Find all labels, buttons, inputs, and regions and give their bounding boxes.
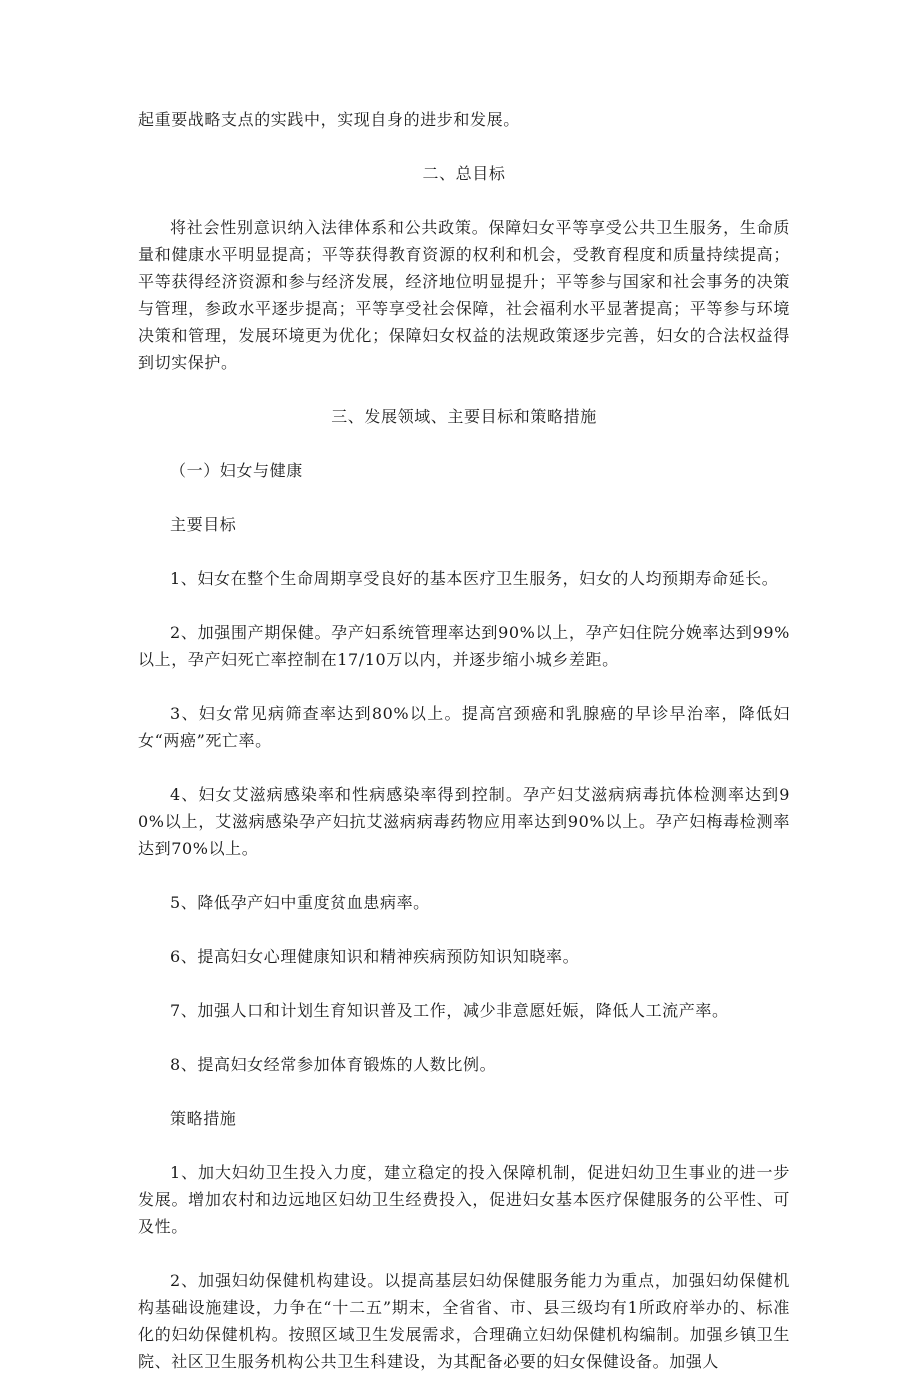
subsection-heading-women-health: （一）妇女与健康 — [170, 461, 303, 480]
overall-goal-paragraph: 将社会性别意识纳入法律体系和公共政策。保障妇女平等享受公共卫生服务，生命质量和健康水平明显提高；平等获得教育资源的权利和机会，受教育程度和质量持续提高；平等获得经济资源和参与经济发展，经济地位明显提升；平等参与国家和社会事务的决策与管理，参政水平逐步提高；平等享受社会保障，社会福利水平显著提高；平等参与环境决策和管理，发展环境更为优化；保障妇女权益的法规政策逐步完善，妇女的合法权益得到切实保护。 — [138, 218, 790, 372]
strategy-item-1: 1、加大妇幼卫生投入力度，建立稳定的投入保障机制，促进妇幼卫生事业的进一步发展。增加农村和边远地区妇幼卫生经费投入，促进妇女基本医疗保健服务的公平性、可及性。 — [138, 1163, 790, 1236]
strategy-item-2: 2、加强妇幼保健机构建设。以提高基层妇幼保健服务能力为重点，加强妇幼保健机构基础设施建设，力争在“十二五”期末，全省省、市、县三级均有1所政府举办的、标准化的妇幼保健机构。按照区域卫生发展需求，合理确立妇幼保健机构编制。加强乡镇卫生院、社区卫生服务机构公共卫生科建设，为其配备必要的妇女保健设备。加强人 — [138, 1271, 790, 1371]
goal-item-6: 6、提高妇女心理健康知识和精神疾病预防知识知晓率。 — [170, 947, 580, 966]
goal-item-4: 4、妇女艾滋病感染率和性病感染率得到控制。孕产妇艾滋病病毒抗体检测率达到90%以上，艾滋病感染孕产妇抗艾滋病病毒药物应用率达到90%以上。孕产妇梅毒检测率达到70%以上。 — [138, 785, 790, 858]
continuation-paragraph: 起重要战略支点的实践中，实现自身的进步和发展。 — [138, 110, 520, 129]
goal-item-3: 3、妇女常见病筛查率达到80%以上。提高宫颈癌和乳腺癌的早诊早治率，降低妇女“两癌”死亡率。 — [138, 704, 790, 750]
goal-item-5: 5、降低孕产妇中重度贫血患病率。 — [170, 893, 430, 912]
section-heading-development-areas: 三、发展领域、主要目标和策略措施 — [331, 407, 597, 426]
goal-item-7: 7、加强人口和计划生育知识普及工作，减少非意愿妊娠，降低人工流产率。 — [170, 1001, 729, 1020]
section-heading-overall-goal: 二、总目标 — [422, 164, 506, 183]
document-page — [138, 106, 790, 1375]
subsection-heading-strategies: 策略措施 — [170, 1109, 237, 1128]
subsection-heading-main-goals: 主要目标 — [170, 515, 237, 534]
goal-item-8: 8、提高妇女经常参加体育锻炼的人数比例。 — [170, 1055, 497, 1074]
goal-item-2: 2、加强围产期保健。孕产妇系统管理率达到90%以上，孕产妇住院分娩率达到99%以上，孕产妇死亡率控制在17/10万以内，并逐步缩小城乡差距。 — [138, 623, 790, 669]
goal-item-1: 1、妇女在整个生命周期享受良好的基本医疗卫生服务，妇女的人均预期寿命延长。 — [170, 569, 779, 588]
